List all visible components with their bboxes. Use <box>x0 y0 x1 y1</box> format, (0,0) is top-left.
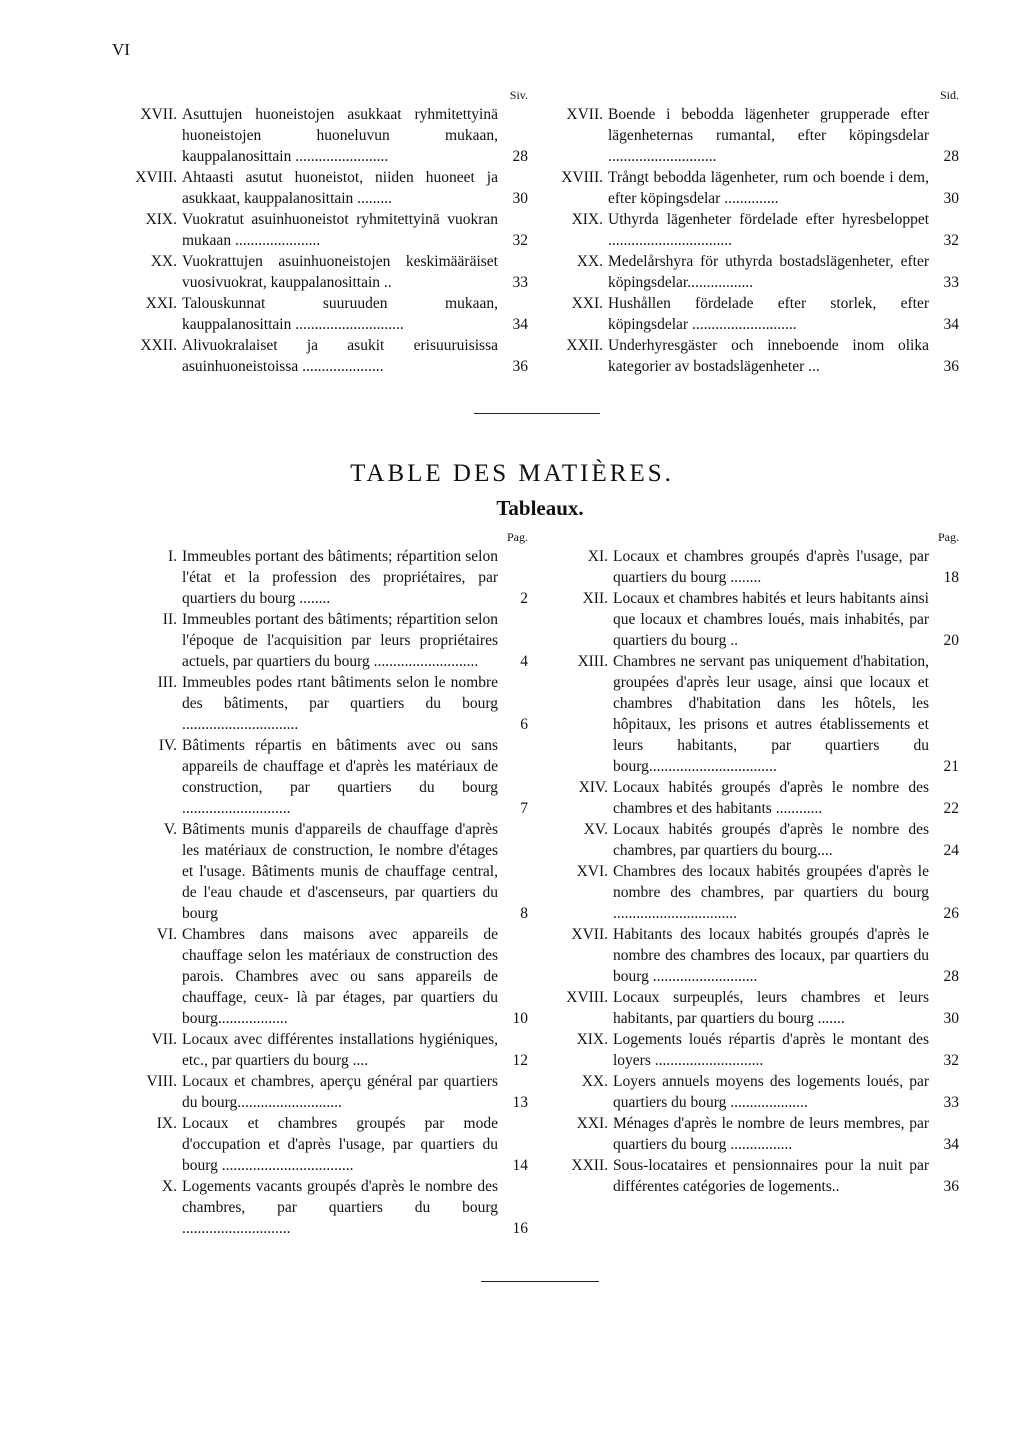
toc-entry <box>507 104 959 167</box>
toc-entry <box>112 546 528 609</box>
entry-title: Immeubles portant des bâtiments; répartition selon l'époque de l'acquisition par leurs propriétaires actuels, par quartiers du bourg ........................... <box>182 611 498 670</box>
column-label: Pag. <box>938 530 959 544</box>
entry-page: 20 <box>943 632 959 649</box>
entry-number: XIX. <box>576 1031 608 1048</box>
entry-number: XVII. <box>140 106 177 123</box>
entry-page: 6 <box>520 716 528 733</box>
column-label: Siv. <box>509 88 528 102</box>
entry-page: 28 <box>943 148 959 165</box>
entry-title: Underhyresgäster och inneboende inom olika kategorier av bostadslägenheter ... <box>608 337 929 375</box>
entry-number: XXI. <box>145 295 177 312</box>
toc-entry <box>112 167 528 209</box>
entry-title: Vuokrattujen asuinhuoneistojen keskimääräiset vuosivuokrat, kauppalanosittain .. <box>182 253 498 291</box>
toc-entry <box>562 924 959 987</box>
entry-title: Uthyrda lägenheter fördelade efter hyresbeloppet ................................ <box>608 211 929 249</box>
toc-french-right <box>562 530 959 1197</box>
entry-number: XX. <box>576 253 603 270</box>
toc-french-left <box>112 530 528 1239</box>
entry-page: 24 <box>943 842 959 859</box>
entry-number: XIII. <box>577 653 608 670</box>
entry-title: Locaux habités groupés d'après le nombre des chambres, par quartiers du bourg.... <box>613 821 929 859</box>
toc-entry <box>112 335 528 377</box>
entry-number: XXII. <box>571 1157 608 1174</box>
toc-entry <box>562 861 959 924</box>
toc-entry <box>112 819 528 924</box>
toc-entry <box>112 735 528 819</box>
entry-page: 16 <box>512 1220 528 1237</box>
toc-entry <box>507 209 959 251</box>
entry-number: IX. <box>156 1115 177 1132</box>
toc-entry <box>112 672 528 735</box>
entry-page: 33 <box>512 274 528 291</box>
toc-entry <box>507 167 959 209</box>
toc-entry <box>507 293 959 335</box>
entry-page: 34 <box>943 316 959 333</box>
entry-page: 2 <box>520 590 528 607</box>
toc-entry <box>562 1071 959 1113</box>
toc-entry <box>562 651 959 777</box>
page-number: VI <box>112 40 130 59</box>
entry-page: 18 <box>943 569 959 586</box>
entry-number: VIII. <box>146 1073 177 1090</box>
entry-number: XI. <box>587 548 608 565</box>
entry-title: Chambres des locaux habités groupées d'après le nombre des chambres, par quartiers du bourg ................................ <box>613 863 929 922</box>
entry-page: 33 <box>943 1094 959 1111</box>
column-label: Pag. <box>507 530 528 544</box>
entry-number: IV. <box>158 737 177 754</box>
entry-number: XVIII. <box>561 169 603 186</box>
entry-page: 34 <box>512 316 528 333</box>
entry-title: Ahtaasti asutut huoneistot, niiden huoneet ja asukkaat, kauppalanosittain ......... <box>182 169 498 207</box>
entry-number: V. <box>163 821 177 838</box>
entry-title: Bâtiments répartis en bâtiments avec ou sans appareils de chauffage et d'après les matériaux de construction, par quartiers du bourg ............................ <box>182 737 498 817</box>
entry-page: 34 <box>943 1136 959 1153</box>
entry-page: 36 <box>512 358 528 375</box>
entry-title: Locaux habités groupés d'après le nombre des chambres et des habitants ............ <box>613 779 929 817</box>
section-subtitle: Tableaux. <box>496 496 584 520</box>
entry-title: Boende i bebodda lägenheter grupperade efter lägenheternas rumantal, efter köpingsdelar ............................ <box>608 106 929 165</box>
entry-page: 13 <box>512 1094 528 1111</box>
entry-title: Bâtiments munis d'appareils de chauffage d'après les matériaux de construction, le nombre d'étages et l'usage. Bâtiments munis de chauffage central, de l'eau chaude et d'ascenseurs, par quartiers du bourg <box>182 821 498 922</box>
entry-title: Talouskunnat suuruuden mukaan, kauppalanosittain ............................ <box>182 295 498 333</box>
column-label: Sid. <box>939 88 959 102</box>
entry-title: Locaux et chambres, aperçu général par quartiers du bourg........................... <box>182 1073 498 1111</box>
entry-title: Logements loués répartis d'après le montant des loyers ............................ <box>613 1031 929 1069</box>
toc-entry <box>507 251 959 293</box>
entry-title: Chambres ne servant pas uniquement d'habitation, groupées d'après leur usage, ainsi que locaux et chambres d'habitation dans les hôtels, les hôpitaux, les prisons et autres établissements et leurs habitants, par quartiers du bourg................................. <box>613 653 929 775</box>
entry-title: Chambres dans maisons avec appareils de chauffage selon les matériaux de construction des parois. Chambres avec ou sans appareils de chauffage, ceux- là par étages, par quartiers du bourg.................. <box>182 926 498 1027</box>
entry-page: 30 <box>943 1010 959 1027</box>
entry-title: Locaux et chambres habités et leurs habitants ainsi que locaux et chambres loués, mais inhabités, par quartiers du bourg .. <box>613 590 929 649</box>
entry-number: VI. <box>156 926 177 943</box>
entry-title: Loyers annuels moyens des logements loués, par quartiers du bourg .................... <box>613 1073 929 1111</box>
entry-page: 10 <box>512 1010 528 1027</box>
entry-number: XX. <box>150 253 177 270</box>
entry-number: I. <box>167 548 177 565</box>
toc-entry <box>562 1155 959 1197</box>
toc-entry <box>562 777 959 819</box>
entry-title: Locaux et chambres groupés d'après l'usage, par quartiers du bourg ........ <box>613 548 929 586</box>
toc-entry <box>112 924 528 1029</box>
toc-entry <box>112 251 528 293</box>
entry-page: 8 <box>520 905 528 922</box>
entry-page: 14 <box>512 1157 528 1174</box>
entry-title: Logements vacants groupés d'après le nombre des chambres, par quartiers du bourg ............................ <box>182 1178 498 1237</box>
entry-title: Vuokratut asuinhuoneistot ryhmitettyinä vuokran mukaan ...................... <box>182 211 498 249</box>
entry-number: XIV. <box>578 779 608 796</box>
entry-page: 32 <box>943 1052 959 1069</box>
toc-entry <box>562 588 959 651</box>
toc-swedish <box>507 88 959 377</box>
entry-number: XVII. <box>566 106 603 123</box>
entry-number: XVII. <box>571 926 608 943</box>
entry-number: XVIII. <box>566 989 608 1006</box>
entry-page: 32 <box>512 232 528 249</box>
entry-page: 26 <box>943 905 959 922</box>
entry-number: XVI. <box>576 863 608 880</box>
toc-entry <box>562 819 959 861</box>
entry-title: Locaux avec différentes installations hygiéniques, etc., par quartiers du bourg .... <box>182 1031 498 1069</box>
divider <box>474 413 600 414</box>
entry-number: XXII. <box>566 337 603 354</box>
toc-entry <box>112 1113 528 1176</box>
entry-page: 4 <box>520 653 528 670</box>
entry-title: Hushållen fördelade efter storlek, efter köpingsdelar ........................... <box>608 295 929 333</box>
entry-number: XII. <box>582 590 608 607</box>
page-title: TABLE DES MATIÈRES. <box>350 460 674 487</box>
entry-page: 36 <box>943 1178 959 1195</box>
entry-number: XXI. <box>571 295 603 312</box>
entry-title: Sous-locataires et pensionnaires pour la nuit par différentes catégories de logements.. <box>613 1157 929 1195</box>
entry-number: XXII. <box>140 337 177 354</box>
toc-entry <box>112 1029 528 1071</box>
entry-title: Locaux et chambres groupés par mode d'occupation et d'après l'usage, par quartiers du bourg .................................. <box>182 1115 498 1174</box>
entry-number: III. <box>157 674 177 691</box>
entry-page: 7 <box>520 800 528 817</box>
entry-page: 12 <box>512 1052 528 1069</box>
toc-entry <box>112 104 528 167</box>
entry-title: Immeubles portant des bâtiments; répartition selon l'état et la profession des propriétaires, par quartiers du bourg ........ <box>182 548 498 607</box>
entry-number: XXI. <box>576 1115 608 1132</box>
entry-title: Locaux surpeuplés, leurs chambres et leurs habitants, par quartiers du bourg ....... <box>613 989 929 1027</box>
entry-page: 21 <box>943 758 959 775</box>
entry-number: XX. <box>581 1073 608 1090</box>
toc-entry <box>112 609 528 672</box>
entry-number: XV. <box>583 821 608 838</box>
toc-entry <box>507 335 959 377</box>
entry-page: 30 <box>943 190 959 207</box>
entry-title: Asuttujen huoneistojen asukkaat ryhmitettyinä huoneistojen huoneluvun mukaan, kauppalanosittain ........................ <box>182 106 498 165</box>
toc-entry <box>562 1113 959 1155</box>
entry-number: XIX. <box>145 211 177 228</box>
entry-page: 33 <box>943 274 959 291</box>
entry-title: Habitants des locaux habités groupés d'après le nombre des chambres des locaux, par quartiers du bourg ........................... <box>613 926 929 985</box>
entry-number: XVIII. <box>135 169 177 186</box>
divider <box>481 1281 599 1282</box>
toc-finnish <box>112 88 528 377</box>
entry-title: Immeubles podes rtant bâtiments selon le nombre des bâtiments, par quartiers du bourg .............................. <box>182 674 498 733</box>
entry-title: Alivuokralaiset ja asukit erisuuruisissa asuinhuoneistoissa ..................... <box>182 337 498 375</box>
entry-number: VII. <box>151 1031 177 1048</box>
entry-number: II. <box>162 611 177 628</box>
toc-entry <box>562 1029 959 1071</box>
entry-page: 28 <box>943 968 959 985</box>
entry-page: 32 <box>943 232 959 249</box>
toc-entry <box>112 1071 528 1113</box>
entry-page: 28 <box>512 148 528 165</box>
entry-title: Medelårshyra för uthyrda bostadslägenheter, efter köpingsdelar................. <box>608 253 929 291</box>
toc-entry <box>112 293 528 335</box>
entry-page: 36 <box>943 358 959 375</box>
entry-page: 30 <box>512 190 528 207</box>
toc-entry <box>112 209 528 251</box>
entry-title: Trångt bebodda lägenheter, rum och boende i dem, efter köpingsdelar .............. <box>608 169 929 207</box>
toc-entry <box>562 546 959 588</box>
entry-number: X. <box>161 1178 177 1195</box>
entry-number: XIX. <box>571 211 603 228</box>
toc-entry <box>562 987 959 1029</box>
toc-entry <box>112 1176 528 1239</box>
entry-title: Ménages d'après le nombre de leurs membres, par quartiers du bourg ................ <box>613 1115 929 1153</box>
entry-page: 22 <box>943 800 959 817</box>
